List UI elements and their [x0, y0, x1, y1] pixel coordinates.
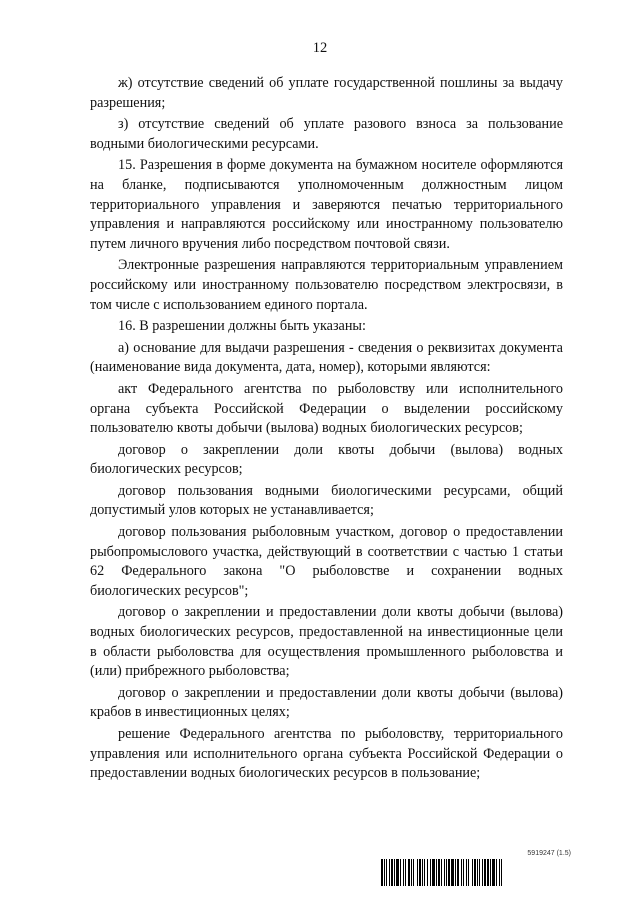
paragraph-quota-act: акт Федерального агентства по рыболовству или исполнительного органа субъекта Российской Федерации о выделении российскому пользователю квоты добычи (вылова) водных биологических ресурсов; — [90, 380, 563, 437]
paragraph-item-zh: ж) отсутствие сведений об уплате государственной пошлины за выдачу разрешения; — [90, 75, 563, 111]
barcode — [381, 850, 571, 890]
paragraph-clause-15: 15. Разрешения в форме документа на бумажном носителе оформляются на бланке, подписываются уполномоченным должностным лицом территориального управления и заверяются печатью территориального управления и направляются российскому или иностранному пользователю путем личного вручения либо посредством почтовой связи. — [90, 157, 563, 252]
paragraph-investment-quota-contract: договор о закреплении и предоставлении доли квоты добычи (вылова) водных биологических ресурсов, предоставленной на инвестиционные цели в области рыболовства для осуществления промышленного рыболовства и (или) прибрежного рыболовства; — [90, 604, 563, 680]
paragraph-clause-16: 16. В разрешении должны быть указаны: — [118, 318, 366, 335]
paragraph-agency-decision: решение Федерального агентства по рыболовству, территориального управления или исполнительного органа субъекта Российской Федерации о предоставлении водных биологических ресурсов в пользование; — [90, 726, 563, 782]
paragraph-fishing-area-contract: договор пользования рыболовным участком, договор о предоставлении рыбопромыслового участка, действующий в соответствии с частью 1 статьи 62 Федерального закона "О рыболовстве и сохранении водных биологических ресурсов"; — [90, 524, 563, 599]
page-number: 12 — [312, 40, 328, 56]
barcode-id: 5919247 (1.5) — [527, 850, 571, 857]
paragraph-item-a: а) основание для выдачи разрешения - сведения о реквизитах документа (наименование вида документа, дата, номер), которыми являются: — [90, 339, 563, 376]
paragraph-crab-quota-contract: договор о закреплении и предоставлении доли квоты добычи (вылова) крабов в инвестиционных целях; — [90, 684, 563, 721]
barcode-bars — [381, 859, 571, 886]
paragraph-resource-use-contract: договор пользования водными биологическими ресурсами, общий допустимый улов которых не устанавливается; — [90, 482, 563, 519]
document-body — [90, 74, 563, 784]
paragraph-item-z: з) отсутствие сведений об уплате разового взноса за пользование водными биологическими ресурсами. — [90, 116, 563, 152]
paragraph-quota-share-contract: договор о закреплении доли квоты добычи (вылова) водных биологических ресурсов; — [90, 441, 563, 478]
paragraph-electronic-permits: Электронные разрешения направляются территориальным управлением российскому или иностранному пользователю посредством электросвязи, в том числе с использованием единого портала. — [90, 257, 563, 313]
